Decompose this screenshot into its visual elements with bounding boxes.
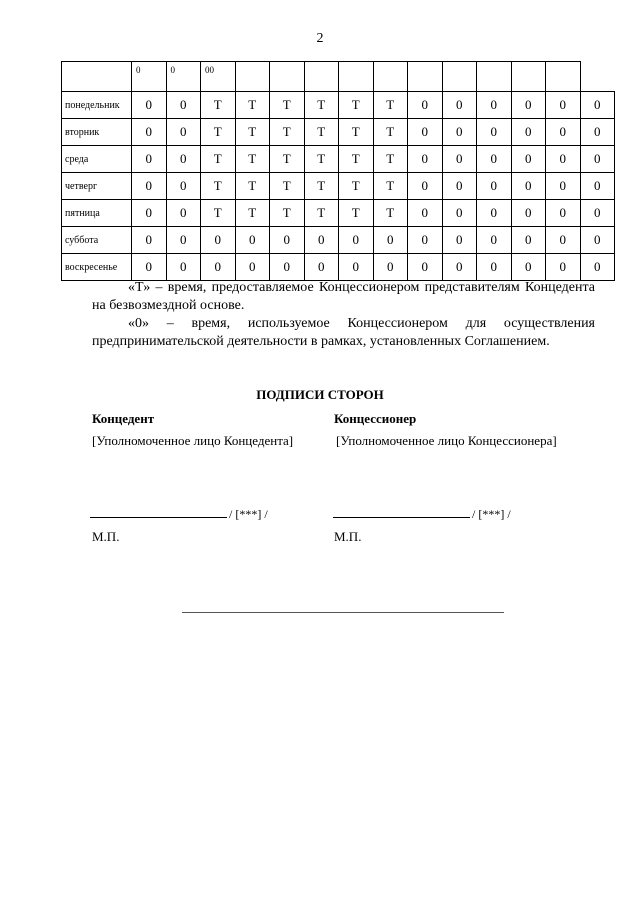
schedule-cell: Т [373, 173, 408, 200]
schedule-cell: 0 [166, 200, 201, 227]
schedule-day-label: воскресенье [62, 254, 132, 281]
schedule-cell: Т [339, 146, 374, 173]
schedule-cell: Т [339, 173, 374, 200]
concessionaire-representative: [Уполномоченное лицо Концессионера] [336, 433, 557, 448]
schedule-cell: 0 [546, 227, 581, 254]
schedule-table [61, 61, 615, 281]
schedule-cell: 0 [201, 254, 236, 281]
grantor-label: Концедент [92, 411, 155, 426]
schedule-cell: 0 [408, 92, 443, 119]
schedule-cell: 0 [580, 254, 615, 281]
schedule-cell: 0 [442, 146, 477, 173]
schedule-cell: 0 [580, 119, 615, 146]
schedule-cell: 0 [304, 227, 339, 254]
legend-t-paragraph [92, 279, 595, 315]
schedule-cell: 0 [235, 254, 270, 281]
schedule-row [62, 254, 615, 281]
schedule-cell: 0 [477, 173, 512, 200]
legend-t-text: «Т» – время, предоставляемое Концессионером представителям Концедента на безвозмездной основе. [92, 280, 595, 313]
schedule-cell: Т [235, 92, 270, 119]
schedule-cell: 0 [408, 173, 443, 200]
grantor-signature-underline [90, 505, 227, 518]
schedule-cell: Т [270, 92, 305, 119]
schedule-cell: 0 [166, 92, 201, 119]
schedule-cell: 0 [442, 92, 477, 119]
schedule-cell: 0 [304, 254, 339, 281]
schedule-cell: 0 [511, 92, 546, 119]
schedule-cell: 0 [373, 254, 408, 281]
schedule-cell: 0 [132, 200, 167, 227]
schedule-cell: 0 [408, 227, 443, 254]
schedule-cell: 0 [477, 254, 512, 281]
page-number: 2 [316, 31, 324, 46]
schedule-cell: Т [373, 119, 408, 146]
schedule-row [62, 92, 615, 119]
schedule-cell: 0 [580, 173, 615, 200]
schedule-cell: 0 [442, 254, 477, 281]
schedule-cell: Т [339, 92, 374, 119]
signatures-heading: ПОДПИСИ СТОРОН [256, 387, 384, 402]
legend-zero-text: «0» – время, используемое Концессионером для осуществления предпринимательской деятельности в рамках, установленных Соглашением. [92, 316, 595, 349]
schedule-cell: 0 [373, 227, 408, 254]
schedule-cell: 0 [166, 227, 201, 254]
schedule-day-label: понедельник [62, 92, 132, 119]
schedule-cell: 0 [339, 227, 374, 254]
schedule-cell: 0 [408, 200, 443, 227]
schedule-cell: Т [373, 200, 408, 227]
schedule-row [62, 227, 615, 254]
schedule-cell: Т [235, 173, 270, 200]
schedule-cell: 0 [132, 146, 167, 173]
schedule-cell: 0 [132, 173, 167, 200]
schedule-cell: Т [339, 200, 374, 227]
schedule-cell: 0 [511, 254, 546, 281]
schedule-cell: 0 [442, 173, 477, 200]
schedule-cell: 0 [511, 146, 546, 173]
schedule-cell: Т [201, 119, 236, 146]
schedule-cell: 0 [166, 173, 201, 200]
schedule-header-row [62, 62, 615, 92]
grantor-signature-line [90, 505, 268, 522]
schedule-cell: 0 [546, 200, 581, 227]
schedule-cell: Т [235, 146, 270, 173]
schedule-cell: 0 [546, 146, 581, 173]
schedule-cell: Т [270, 119, 305, 146]
schedule-cell: Т [235, 200, 270, 227]
schedule-cell: 0 [270, 227, 305, 254]
schedule-cell: 0 [546, 173, 581, 200]
schedule-cell: 0 [132, 92, 167, 119]
schedule-cell: 0 [546, 254, 581, 281]
schedule-day-label: пятница [62, 200, 132, 227]
schedule-cell: Т [339, 119, 374, 146]
schedule-header-cell [62, 62, 132, 92]
schedule-header-cell [339, 62, 374, 92]
schedule-cell: 0 [132, 119, 167, 146]
schedule-header-cell [477, 62, 512, 92]
schedule-header-cell [304, 62, 339, 92]
schedule-cell: 0 [511, 173, 546, 200]
schedule-cell: 0 [546, 119, 581, 146]
schedule-cell: 0 [477, 146, 512, 173]
schedule-cell: 0 [408, 146, 443, 173]
schedule-row [62, 119, 615, 146]
schedule-cell: 0 [580, 227, 615, 254]
schedule-cell: Т [304, 200, 339, 227]
schedule-cell: Т [235, 119, 270, 146]
schedule-cell: Т [201, 92, 236, 119]
schedule-cell: 0 [166, 254, 201, 281]
schedule-cell: Т [304, 146, 339, 173]
schedule-cell: Т [373, 92, 408, 119]
schedule-header-cell [270, 62, 305, 92]
schedule-cell: 0 [132, 227, 167, 254]
schedule-cell: Т [270, 173, 305, 200]
schedule-cell: 0 [477, 92, 512, 119]
grantor-signature-suffix: / [***] / [229, 507, 268, 521]
schedule-cell: 0 [408, 119, 443, 146]
schedule-header-cell [373, 62, 408, 92]
schedule-cell: 0 [477, 227, 512, 254]
grantor-seal-mark: М.П. [92, 529, 120, 544]
concessionaire-signature-suffix: / [***] / [472, 507, 511, 521]
schedule-day-label: суббота [62, 227, 132, 254]
schedule-cell: 0 [270, 254, 305, 281]
schedule-header-cell: 0 [166, 62, 201, 92]
schedule-day-label: четверг [62, 173, 132, 200]
schedule-cell: 0 [201, 227, 236, 254]
schedule-header-cell: 00 [201, 62, 236, 92]
schedule-cell: Т [304, 119, 339, 146]
schedule-cell: 0 [580, 92, 615, 119]
schedule-header-cell [235, 62, 270, 92]
schedule-cell: 0 [442, 200, 477, 227]
schedule-header-cell [546, 62, 581, 92]
schedule-cell: 0 [166, 119, 201, 146]
schedule-row [62, 173, 615, 200]
schedule-cell: 0 [511, 227, 546, 254]
schedule-cell: Т [373, 146, 408, 173]
schedule-header-cell [408, 62, 443, 92]
schedule-cell: 0 [132, 254, 167, 281]
schedule-cell: 0 [442, 119, 477, 146]
concessionaire-label: Концессионер [334, 411, 417, 426]
schedule-cell: Т [270, 200, 305, 227]
schedule-row [62, 200, 615, 227]
schedule-cell: Т [201, 146, 236, 173]
schedule-row [62, 146, 615, 173]
schedule-cell: Т [304, 92, 339, 119]
schedule-cell: 0 [546, 92, 581, 119]
concessionaire-signature-line [333, 505, 511, 522]
schedule-cell: 0 [166, 146, 201, 173]
schedule-cell: Т [270, 146, 305, 173]
grantor-representative: [Уполномоченное лицо Концедента] [92, 433, 294, 448]
legend-zero-paragraph [92, 315, 595, 351]
schedule-cell: Т [201, 173, 236, 200]
schedule-cell: Т [201, 200, 236, 227]
schedule-day-label: среда [62, 146, 132, 173]
schedule-cell: 0 [580, 146, 615, 173]
schedule-cell: 0 [511, 119, 546, 146]
schedule-header-cell [511, 62, 546, 92]
schedule-cell: 0 [580, 200, 615, 227]
concessionaire-signature-underline [333, 505, 470, 518]
schedule-cell: Т [304, 173, 339, 200]
schedule-cell: 0 [339, 254, 374, 281]
schedule-cell: 0 [511, 200, 546, 227]
schedule-cell: 0 [442, 227, 477, 254]
schedule-day-label: вторник [62, 119, 132, 146]
schedule-cell: 0 [235, 227, 270, 254]
schedule-cell: 0 [477, 200, 512, 227]
closing-rule [182, 612, 504, 613]
schedule-header-cell [442, 62, 477, 92]
schedule-header-cell: 0 [132, 62, 167, 92]
schedule-cell: 0 [408, 254, 443, 281]
schedule-cell: 0 [477, 119, 512, 146]
concessionaire-seal-mark: М.П. [334, 529, 362, 544]
